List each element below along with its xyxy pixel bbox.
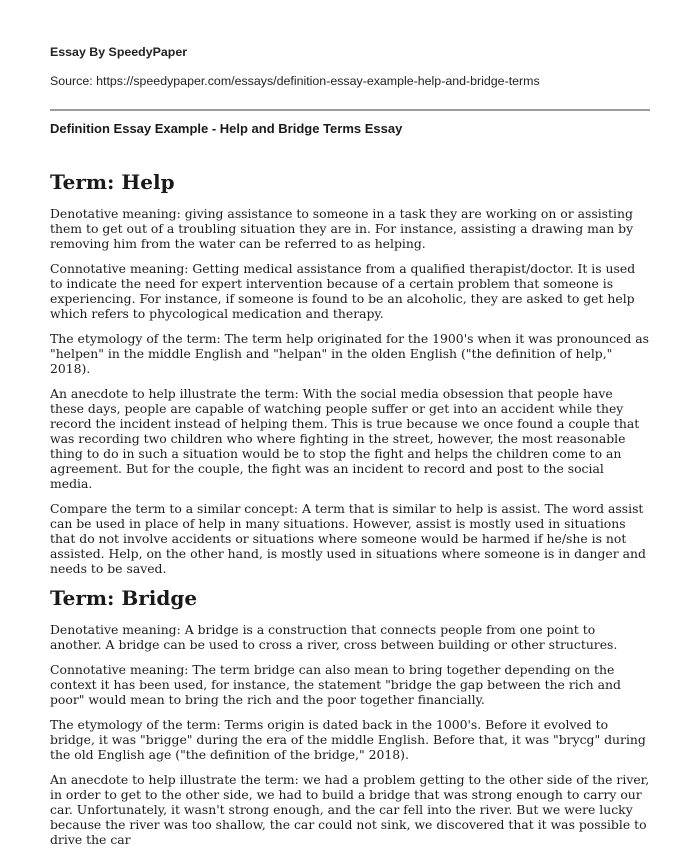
paragraph: The etymology of the term: Terms origin is dated back in the 1000's. Before it evolved to bridge, it was "brigge" during the era of the middle English. Before that, it was "brycg" during the old English age ("the definition of the bridge," 2018). [50,717,646,762]
paragraph: An anecdote to help illustrate the term: With the social media obsession that people have these days, people are capable of watching people suffer or get into an accident while they record the incident instead of helping them. This is true because we once found a couple that was recording two children who where fighting in the street, however, the most reasonable thing to do in such a situation would be to stop the fight and helps the children come to an agreement. But for the couple, the fight was an incident to record and post to the social media. [50,386,640,491]
paragraph: Compare the term to a similar concept: A term that is similar to help is assist. The word assist can be used in place of help in many situations. However, assist is mostly used in situations that do not involve accidents or situations where someone would be harmed if he/she is not assisted. Help, on the other hand, is mostly used in situations where someone is in danger and needs to be saved. [50,501,646,576]
paragraph: Connotative meaning: Getting medical assistance from a qualified therapist/doctor. It is used to indicate the need for expert intervention because of a certain problem that someone is experiencing. For instance, if someone is found to be an alcoholic, they are asked to get help which refers to phycological medication and therapy. [50,261,636,321]
brand-label: Essay By SpeedyPaper [50,45,188,59]
paragraph: Denotative meaning: giving assistance to someone in a task they are working on or assisting them to get out of a troubling situation they are in. For instance, assisting a drawing man by removing him from the water can be referred to as helping. [50,206,634,251]
section-heading: Term: Bridge [50,586,198,610]
source-line: Source: https://speedypaper.com/essays/definition-essay-example-help-and-bridge-terms [50,74,540,88]
document-title: Definition Essay Example - Help and Bridge Terms Essay [50,121,403,136]
essay-body [50,170,650,850]
section-help [50,170,650,576]
section-heading: Term: Help [50,170,175,194]
paragraph: The etymology of the term: The term help originated for the 1900's when it was pronounced as "helpen" in the middle English and "helpan" in the olden English ("the definition of help," 2018). [50,331,650,376]
section-bridge [50,586,650,847]
paragraph: Denotative meaning: A bridge is a construction that connects people from one point to another. A bridge can be used to cross a river, cross between building or other structures. [50,622,618,652]
page-header [50,45,650,89]
header-divider [50,109,650,111]
paragraph: An anecdote to help illustrate the term: we had a problem getting to the other side of the river, in order to get to the other side, we had to build a bridge that was strong enough to carry our car. Unfortunately, it wasn't strong enough, and the car fell into the river. But we were lucky because the river was too shallow, the car could not sink, we discovered that it was possible to drive the car [50,772,650,847]
paragraph: Connotative meaning: The term bridge can also mean to bring together depending on the context it has been used, for instance, the statement "bridge the gap between the rich and poor" would mean to bring the rich and the poor together financially. [50,662,621,707]
